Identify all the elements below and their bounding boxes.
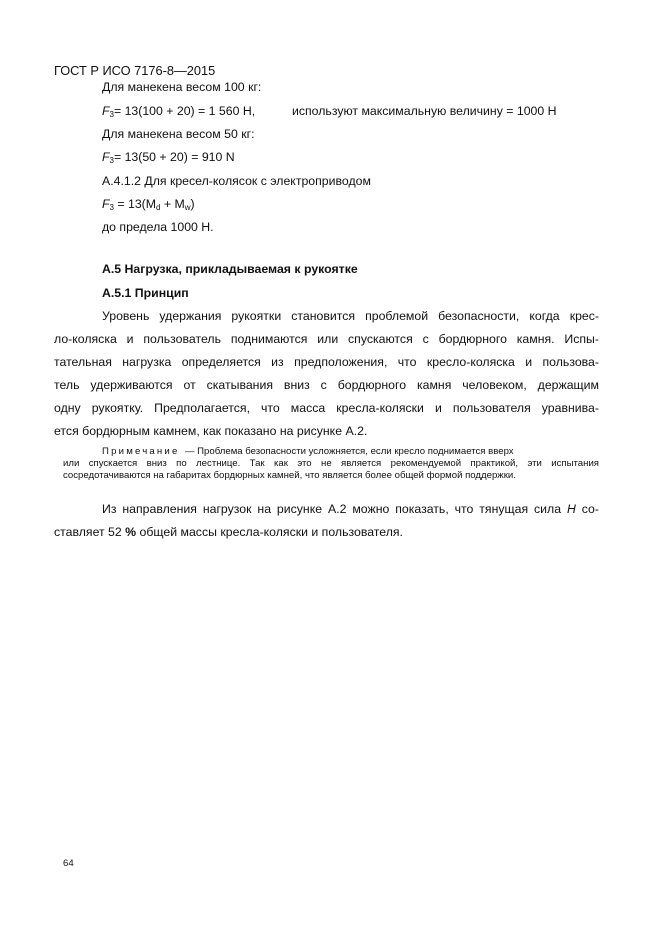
note-line: сосредотачиваются на габаритах бордюрных камней, что является более общей формой поддержки.: [63, 470, 516, 481]
formula-expression-pre: = 13(M: [113, 197, 156, 211]
formula-symbol: F: [102, 197, 110, 211]
section-heading-a51: А.5.1 Принцип: [102, 286, 189, 300]
limit-line: до предела 1000 Н.: [102, 220, 214, 234]
note-first-line: [102, 446, 514, 458]
percent-sign: %: [125, 525, 137, 539]
formula-f3-powered: [102, 197, 195, 212]
paragraph-line: тель удерживаются от скатывания вниз с бордюрного камня человеком, держащим: [54, 378, 599, 392]
formula-symbol: F: [102, 150, 110, 164]
note-label: Примечание: [102, 446, 180, 457]
paragraph-text: общей массы кресла-коляски и пользователя.: [139, 525, 403, 539]
paragraph-line: Уровень удержания рукоятки становится проблемой безопасности, когда крес-: [102, 309, 599, 323]
calc-line-dummy-100: Для манекена весом 100 кг:: [102, 80, 262, 94]
paragraph-text: Из направления нагрузок на рисунке А.2 можно показать, что тянущая сила: [102, 502, 562, 516]
formula-f3-50kg: [102, 150, 235, 165]
formula-expression: = 13(100 + 20) = 1 560 Н,: [113, 104, 256, 118]
formula-subscript-d: d: [156, 203, 161, 212]
document-code-header: ГОСТ Р ИСО 7176-8—2015: [54, 63, 216, 78]
paragraph-line: одну рукоятку. Предполагается, что масса кресла-коляски и пользователя уравнива-: [54, 401, 599, 415]
paragraph-text: со-: [581, 502, 599, 516]
formula-subscript: 3: [109, 203, 114, 212]
formula-subscript: 3: [109, 110, 114, 119]
calc-line-dummy-50: Для манекена весом 50 кг:: [102, 127, 255, 141]
formula-expression-post: ): [190, 197, 195, 211]
paragraph-line: тательная нагрузка определяется из предположения, что кресло-коляска и пользова-: [54, 355, 599, 369]
page-number: 64: [63, 858, 74, 869]
force-variable: H: [566, 502, 576, 516]
section-heading-a5: А.5 Нагрузка, прикладываемая к рукоятке: [102, 262, 358, 276]
formula-note-max: используют максимальную величину = 1000 Н: [292, 104, 557, 118]
paragraph-line: [54, 525, 403, 540]
formula-symbol: F: [102, 104, 110, 118]
paragraph-text: ставляет 52: [54, 525, 122, 539]
formula-expression: = 13(50 + 20) = 910 N: [113, 150, 235, 164]
formula-subscript-w: w: [184, 203, 191, 212]
note-line: или спускается вниз по лестнице. Так как это не является рекомендуемой практикой, эти испытания: [63, 458, 599, 469]
formula-expression-mid: + M: [160, 197, 185, 211]
paragraph-line: ло-коляска и пользователь поднимаются или спускаются с бордюрного камня. Испы-: [54, 332, 599, 346]
paragraph-line: [102, 502, 599, 517]
paragraph-line: ется бордюрным камнем, как показано на рисунке А.2.: [54, 424, 368, 438]
formula-f3-100kg: [102, 104, 255, 119]
note-text: — Проблема безопасности усложняется, если кресло поднимается вверх: [184, 446, 514, 457]
formula-subscript: 3: [109, 156, 114, 165]
clause-a412: А.4.1.2 Для кресел-колясок с электроприводом: [102, 174, 371, 188]
